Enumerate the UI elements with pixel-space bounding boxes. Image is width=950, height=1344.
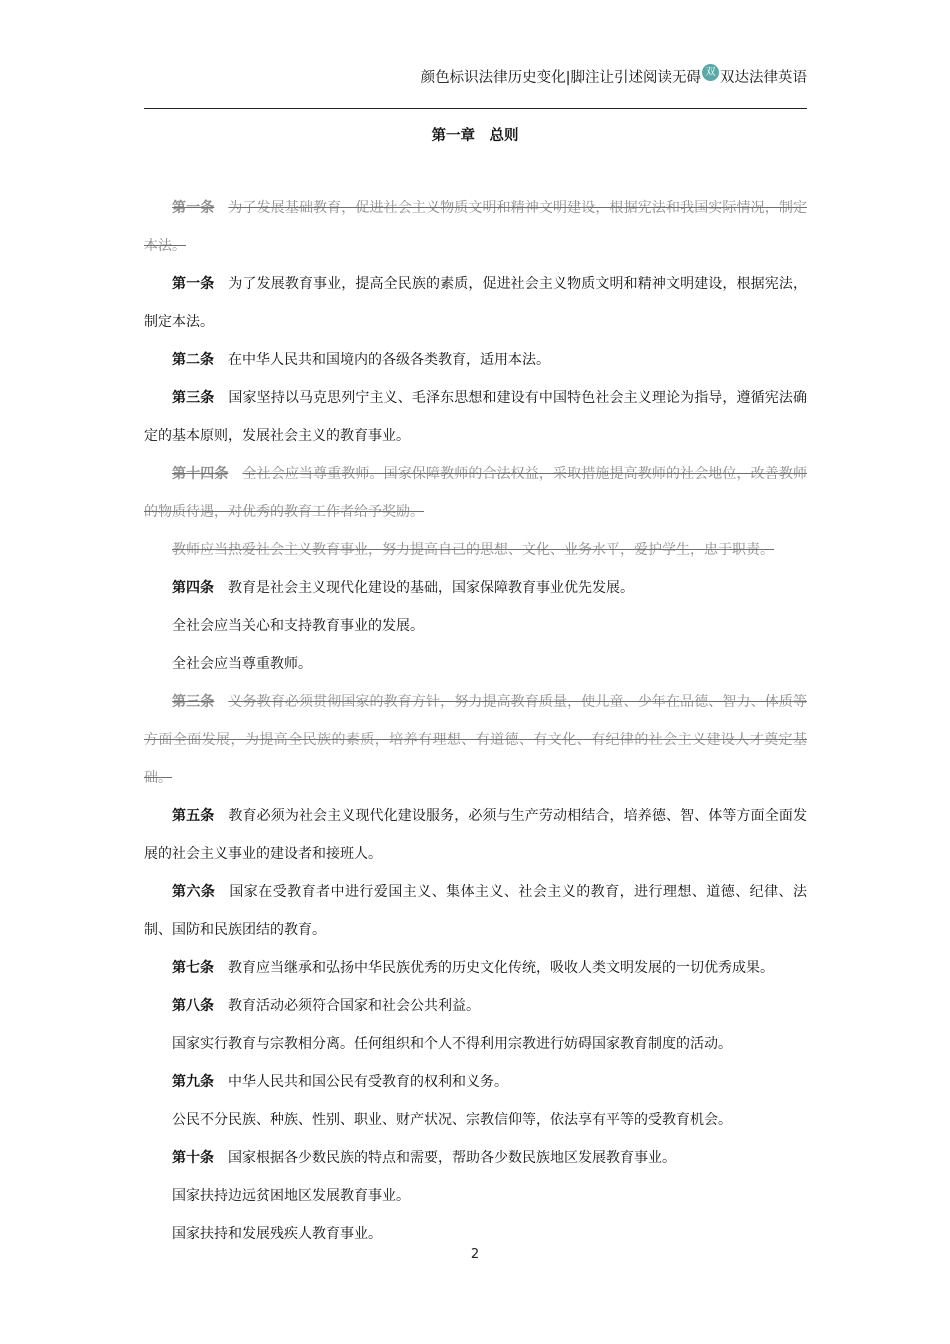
article-number: 第十四条 xyxy=(172,466,229,482)
deleted-article-paragraph xyxy=(144,531,807,569)
logo-icon: 双 xyxy=(702,64,719,81)
article-text: 教育是社会主义现代化建设的基础，国家保障教育事业优先发展。 xyxy=(228,580,634,596)
article-text: 在中华人民共和国境内的各级各类教育，适用本法。 xyxy=(228,352,550,368)
article-number: 第九条 xyxy=(172,1074,214,1090)
article-number: 第五条 xyxy=(172,808,215,824)
article-number: 第三条 xyxy=(172,694,215,710)
article-text: 教育活动必须符合国家和社会公共利益。 xyxy=(228,998,480,1014)
article-paragraph xyxy=(144,265,807,341)
deleted-article-paragraph xyxy=(144,683,807,797)
article-paragraph xyxy=(144,949,807,987)
article-number: 第七条 xyxy=(172,960,214,976)
article-text: 义务教育必须贯彻国家的教育方针，努力提高教育质量，使儿童、少年在品德、智力、体质等方面全面发展，为提高全民族的素质，培养有理想、有道德、有文化、有纪律的社会主义建设人才奠定基础。 xyxy=(144,694,808,786)
article-text: 全社会应当尊重教师。国家保障教师的合法权益，采取措施提高教师的社会地位，改善教师的物质待遇，对优秀的教育工作者给予奖励。 xyxy=(144,466,808,520)
header-text-left: 颜色标识法律历史变化|脚注让引述阅读无碍 xyxy=(420,70,701,86)
article-text: 国家坚持以马克思列宁主义、毛泽东思想和建设有中国特色社会主义理论为指导，遵循宪法确定的基本原则，发展社会主义的教育事业。 xyxy=(144,390,808,444)
article-number: 第三条 xyxy=(172,390,215,406)
article-text: 公民不分民族、种族、性别、职业、财产状况、宗教信仰等，依法享有平等的受教育机会。 xyxy=(172,1112,732,1128)
article-paragraph xyxy=(144,797,807,873)
article-text: 为了发展教育事业，提高全民族的素质，促进社会主义物质文明和精神文明建设，根据宪法，制定本法。 xyxy=(144,276,808,330)
article-text: 全社会应当尊重教师。 xyxy=(172,656,312,672)
article-number: 第十条 xyxy=(172,1150,214,1166)
page-header xyxy=(421,66,807,87)
article-number: 第八条 xyxy=(172,998,214,1014)
article-paragraph xyxy=(144,1063,807,1101)
article-number: 第一条 xyxy=(172,200,215,216)
article-text: 教师应当热爱社会主义教育事业，努力提高自己的思想、文化、业务水平，爱护学生，忠于职责。 xyxy=(172,542,774,558)
article-text: 国家在受教育者中进行爱国主义、集体主义、社会主义的教育，进行理想、道德、纪律、法制、国防和民族团结的教育。 xyxy=(144,884,807,938)
article-number: 第二条 xyxy=(172,352,214,368)
document-body xyxy=(144,189,807,1253)
article-text: 国家扶持边远贫困地区发展教育事业。 xyxy=(172,1188,410,1204)
article-text: 教育必须为社会主义现代化建设服务，必须与生产劳动相结合，培养德、智、体等方面全面发展的社会主义事业的建设者和接班人。 xyxy=(144,808,808,862)
article-paragraph xyxy=(144,341,807,379)
article-text: 全社会应当关心和支持教育事业的发展。 xyxy=(172,618,424,634)
article-number: 第一条 xyxy=(172,276,215,292)
article-paragraph xyxy=(144,1177,807,1215)
article-paragraph xyxy=(144,873,807,949)
article-paragraph xyxy=(144,569,807,607)
header-divider xyxy=(144,108,807,109)
article-paragraph xyxy=(144,645,807,683)
article-text: 为了发展基础教育，促进社会主义物质文明和精神文明建设，根据宪法和我国实际情况，制定本法。 xyxy=(144,200,808,254)
article-paragraph xyxy=(144,987,807,1025)
article-text: 教育应当继承和弘扬中华民族优秀的历史文化传统，吸收人类文明发展的一切优秀成果。 xyxy=(228,960,774,976)
chapter-title: 第一章 总则 xyxy=(431,128,519,144)
article-number: 第四条 xyxy=(172,580,214,596)
deleted-article-paragraph xyxy=(144,455,807,531)
article-paragraph xyxy=(144,1025,807,1063)
page-number: 2 xyxy=(470,1247,480,1262)
article-text: 国家扶持和发展残疾人教育事业。 xyxy=(172,1226,382,1242)
article-text: 国家实行教育与宗教相分离。任何组织和个人不得利用宗教进行妨碍国家教育制度的活动。 xyxy=(172,1036,732,1052)
deleted-article-paragraph xyxy=(144,189,807,265)
article-paragraph xyxy=(144,607,807,645)
article-paragraph xyxy=(144,1101,807,1139)
header-text-right: 双达法律英语 xyxy=(720,70,807,86)
article-paragraph xyxy=(144,1139,807,1177)
article-text: 中华人民共和国公民有受教育的权利和义务。 xyxy=(228,1074,508,1090)
article-paragraph xyxy=(144,379,807,455)
article-number: 第六条 xyxy=(172,884,216,900)
article-text: 国家根据各少数民族的特点和需要，帮助各少数民族地区发展教育事业。 xyxy=(228,1150,676,1166)
